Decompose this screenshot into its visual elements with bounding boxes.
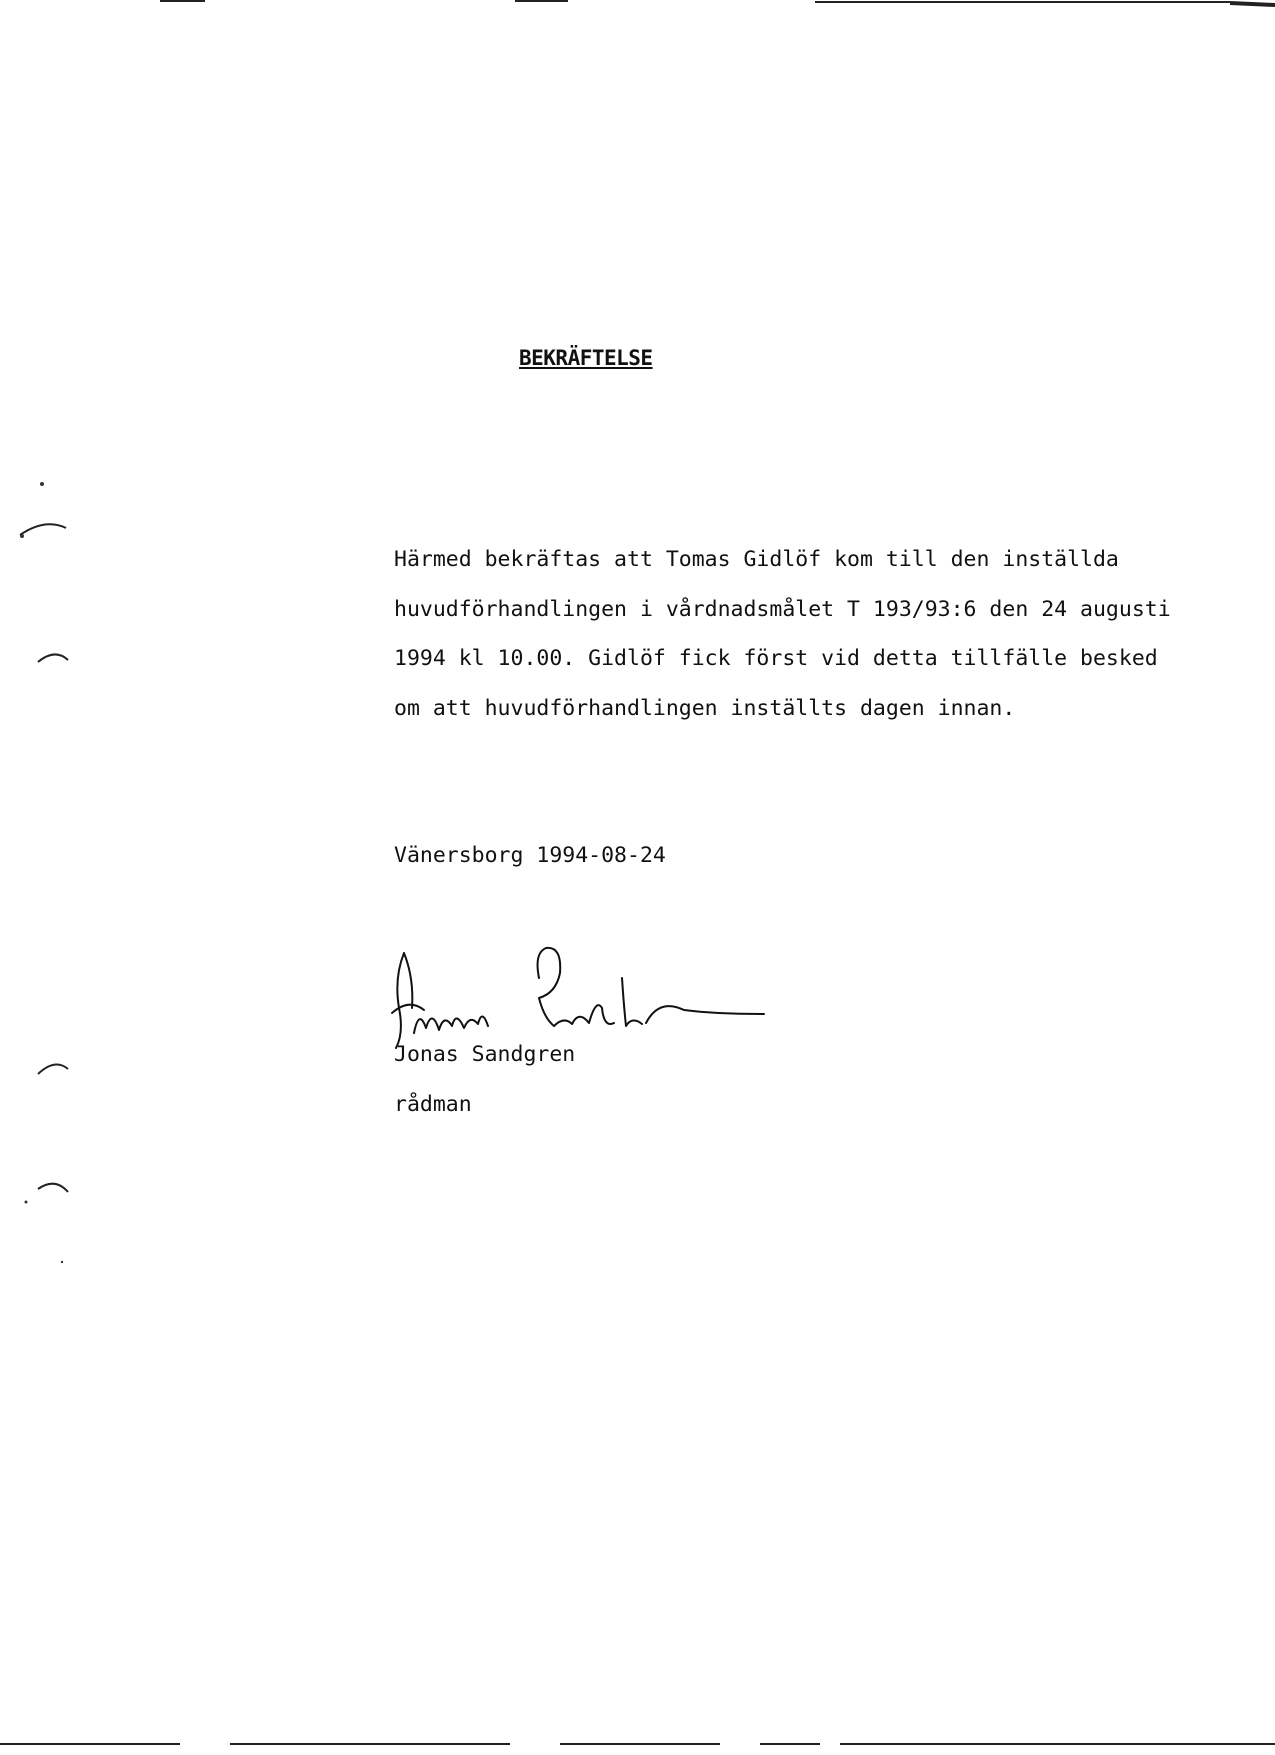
signatory-name: Jonas Sandgren [394,1042,576,1067]
top-edge-line [1230,3,1275,5]
body-line: huvudförhandlingen i vårdnadsmålet T 193/93:6 den 24 augusti [394,597,1171,622]
punch-hole-mark [20,524,66,535]
punch-hole-mark [38,654,68,662]
handwritten-signature [384,938,774,1058]
body-line: Härmed bekräftas att Tomas Gidlöf kom till den inställda [394,547,1119,572]
signatory-title: rådman [394,1092,472,1117]
place-and-date: Vänersborg 1994-08-24 [394,843,666,868]
body-line: 1994 kl 10.00. Gidlöf fick först vid detta tillfälle besked [394,646,1158,671]
document-title: BEKRÄFTELSE [519,346,653,370]
punch-hole-mark [38,1184,68,1192]
punch-hole-mark [38,1065,68,1074]
body-line: om att huvudförhandlingen inställts dagen innan. [394,696,1016,721]
